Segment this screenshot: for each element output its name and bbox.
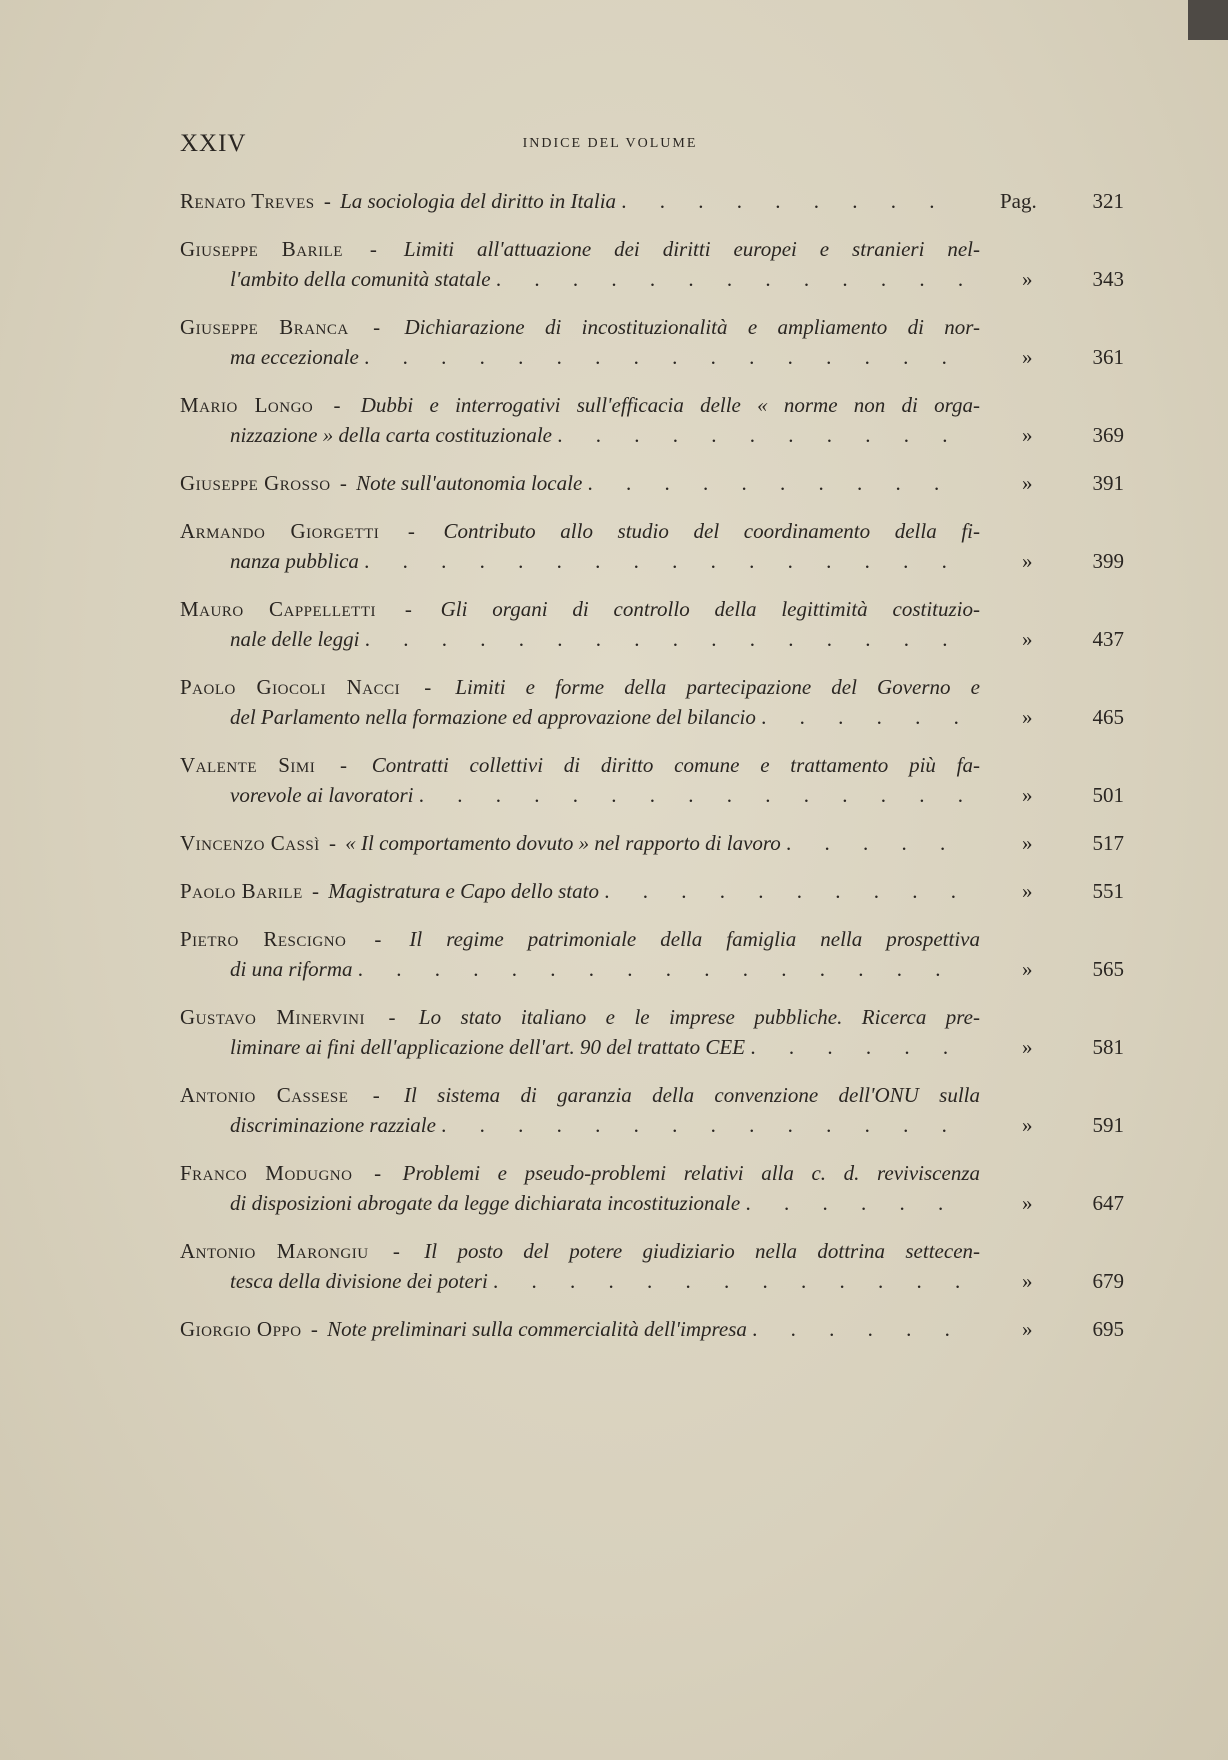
toc-page-ref <box>1000 420 1130 450</box>
toc-entry-text <box>180 750 980 810</box>
toc-page-number: 399 <box>1092 549 1124 573</box>
toc-page-number: 647 <box>1092 1191 1124 1215</box>
toc-title-line-2: di una riforma <box>230 957 353 981</box>
toc-entry-text <box>180 186 980 216</box>
toc-leader-dots: . . . . . . . . . . . . . . . . <box>364 549 961 573</box>
ditto-mark: » <box>1022 345 1033 369</box>
toc-author: Valente Simi <box>180 753 316 777</box>
toc-leader-dots: . . . . . . <box>752 1317 964 1341</box>
toc-title-line-1: Limiti e forme della partecipazione del Governo e <box>455 675 980 699</box>
toc-title-line-1: « Il comportamento dovuto » nel rapporto di lavoro <box>345 831 781 855</box>
toc-entry <box>180 234 1130 294</box>
toc-title-line-2: di disposizioni abrogate da legge dichiarata incostituzionale <box>230 1191 741 1215</box>
page-corner-shadow <box>1188 0 1228 40</box>
toc-title-line-1: Contratti collettivi di diritto comune e trattamento più fa- <box>371 753 980 777</box>
toc-entry-text <box>180 234 980 294</box>
toc-page-number: 679 <box>1092 1269 1124 1293</box>
ditto-mark: » <box>1022 471 1033 495</box>
toc-entry <box>180 828 1130 858</box>
toc-leader-dots: . . . . . <box>786 831 960 855</box>
toc-page-number: 321 <box>1092 189 1124 213</box>
table-of-contents <box>180 186 1130 1362</box>
toc-author: Giuseppe Barile <box>180 237 343 261</box>
ditto-mark: » <box>1022 957 1033 981</box>
toc-title-line-1: Gli organi di controllo della legittimità costituzio- <box>440 597 980 621</box>
toc-title-line-1: Lo stato italiano e le imprese pubbliche. Ricerca pre- <box>418 1005 980 1029</box>
toc-entry <box>180 468 1130 498</box>
toc-entry-text <box>180 516 980 576</box>
toc-author: Antonio Cassese <box>180 1083 349 1107</box>
toc-entry-text <box>180 1080 980 1140</box>
toc-entry-text <box>180 1158 980 1218</box>
toc-leader-dots: . . . . . . <box>745 1191 958 1215</box>
toc-page-ref <box>1000 546 1130 576</box>
toc-entry <box>180 876 1130 906</box>
toc-entry <box>180 312 1130 372</box>
toc-leader-dots: . . . . . . . . . . <box>604 879 970 903</box>
toc-page-ref <box>1000 1032 1130 1062</box>
toc-separator: - <box>380 597 437 621</box>
toc-entry-text <box>180 876 980 906</box>
toc-leader-dots: . . . . . . . . . . . . . . . . <box>364 345 961 369</box>
toc-entry-text <box>180 924 980 984</box>
ditto-mark: » <box>1022 1035 1033 1059</box>
ditto-mark: » <box>1022 831 1033 855</box>
ditto-mark: » <box>1022 627 1033 651</box>
pag-label: Pag. <box>1000 189 1037 213</box>
toc-author: Paolo Giocoli Nacci <box>180 675 401 699</box>
toc-page-number: 361 <box>1092 345 1124 369</box>
toc-entry <box>180 1080 1130 1140</box>
toc-title-line-1: Il posto del potere giudiziario nella dottrina settecen- <box>424 1239 981 1263</box>
toc-separator: - <box>383 519 440 543</box>
toc-separator: - <box>323 831 342 855</box>
toc-author: Giorgio Oppo <box>180 1317 302 1341</box>
toc-author: Franco Modugno <box>180 1161 353 1185</box>
toc-title-line-2: vorevole ai lavoratori <box>230 783 414 807</box>
toc-leader-dots: . . . . . . . . . . . . . . . <box>418 783 978 807</box>
toc-entry-text <box>180 828 980 858</box>
toc-separator: - <box>352 315 401 339</box>
toc-entry-text <box>180 672 980 732</box>
page-folio: XXIV <box>180 130 247 157</box>
toc-author: Giuseppe Branca <box>180 315 349 339</box>
toc-entry-text <box>180 594 980 654</box>
toc-entry-text <box>180 312 980 372</box>
toc-page-ref <box>1000 264 1130 294</box>
toc-separator: - <box>350 927 406 951</box>
toc-page-number: 695 <box>1092 1317 1124 1341</box>
toc-title-line-2: l'ambito della comunità statale <box>230 267 491 291</box>
toc-page-ref <box>1000 1110 1130 1140</box>
toc-page-number: 369 <box>1092 423 1124 447</box>
toc-title-line-1: La sociologia del diritto in Italia <box>340 189 617 213</box>
toc-title-line-2: nanza pubblica <box>230 549 359 573</box>
toc-page-ref <box>1000 342 1130 372</box>
toc-separator: - <box>317 393 357 417</box>
ditto-mark: » <box>1022 1317 1033 1341</box>
toc-separator: - <box>404 675 452 699</box>
toc-title-line-1: Note sull'autonomia locale <box>356 471 583 495</box>
toc-title-line-2: liminare ai fini dell'applicazione dell'art. 90 del trattato CEE <box>230 1035 746 1059</box>
toc-separator: - <box>319 753 368 777</box>
toc-entry <box>180 1314 1130 1344</box>
ditto-mark: » <box>1022 879 1033 903</box>
toc-leader-dots: . . . . . . <box>750 1035 963 1059</box>
ditto-mark: » <box>1022 423 1033 447</box>
toc-title-line-2: ma eccezionale <box>230 345 359 369</box>
toc-page-number: 565 <box>1092 957 1124 981</box>
toc-entry-text <box>180 1314 980 1344</box>
toc-entry-text <box>180 1002 980 1062</box>
toc-page-ref <box>1000 186 1130 216</box>
toc-entry <box>180 516 1130 576</box>
toc-page-ref <box>1000 468 1130 498</box>
toc-entry-text <box>180 1236 980 1296</box>
ditto-mark: » <box>1022 783 1033 807</box>
toc-author: Pietro Rescigno <box>180 927 347 951</box>
toc-separator: - <box>305 1317 324 1341</box>
toc-entry-text <box>180 390 980 450</box>
page-header <box>180 130 1040 160</box>
toc-title-line-1: Magistratura e Capo dello stato <box>328 879 599 903</box>
toc-title-line-2: nizzazione » della carta costituzionale <box>230 423 552 447</box>
toc-page-ref <box>1000 954 1130 984</box>
toc-entry <box>180 390 1130 450</box>
toc-page-ref <box>1000 1188 1130 1218</box>
toc-title-line-2: discriminazione razziale <box>230 1113 436 1137</box>
toc-entry <box>180 924 1130 984</box>
toc-separator: - <box>318 189 337 213</box>
toc-leader-dots: . . . . . . . . . . . . . . . . <box>357 957 955 981</box>
toc-page-ref <box>1000 828 1130 858</box>
toc-author: Renato Treves <box>180 189 315 213</box>
toc-author: Giuseppe Grosso <box>180 471 331 495</box>
toc-page-number: 465 <box>1092 705 1124 729</box>
toc-leader-dots: . . . . . . . . . . . <box>557 423 962 447</box>
toc-title-line-1: Contributo allo studio del coordinamento della fi- <box>443 519 980 543</box>
toc-page-number: 581 <box>1092 1035 1124 1059</box>
toc-title-line-1: Dichiarazione di incostituzionalità e ampliamento di nor- <box>404 315 981 339</box>
toc-leader-dots: . . . . . . . . . . <box>587 471 954 495</box>
toc-separator: - <box>352 1083 401 1107</box>
toc-entry-text <box>180 468 980 498</box>
running-head: INDICE DEL VOLUME <box>522 136 698 151</box>
toc-author: Mauro Cappelletti <box>180 597 376 621</box>
toc-entry <box>180 1002 1130 1062</box>
toc-author: Armando Giorgetti <box>180 519 380 543</box>
toc-title-line-1: Note preliminari sulla commercialità dell'impresa <box>327 1317 747 1341</box>
toc-author: Vincenzo Cassì <box>180 831 320 855</box>
toc-entry <box>180 594 1130 654</box>
toc-author: Mario Longo <box>180 393 314 417</box>
toc-title-line-1: Il sistema di garanzia della convenzione dell'ONU sulla <box>404 1083 980 1107</box>
toc-page-ref <box>1000 1266 1130 1296</box>
toc-title-line-2: tesca della divisione dei poteri <box>230 1269 488 1293</box>
toc-separator: - <box>306 879 325 903</box>
ditto-mark: » <box>1022 267 1033 291</box>
toc-page-ref <box>1000 624 1130 654</box>
toc-title-line-2: nale delle leggi <box>230 627 360 651</box>
toc-title-line-2: del Parlamento nella formazione ed approvazione del bilancio <box>230 705 756 729</box>
toc-entry <box>180 750 1130 810</box>
toc-page-number: 501 <box>1092 783 1124 807</box>
toc-title-line-1: Problemi e pseudo-problemi relativi alla c. d. reviviscenza <box>402 1161 980 1185</box>
toc-page-ref <box>1000 702 1130 732</box>
toc-leader-dots: . . . . . . . . . <box>621 189 949 213</box>
toc-author: Antonio Marongiu <box>180 1239 369 1263</box>
toc-separator: - <box>368 1005 415 1029</box>
toc-separator: - <box>372 1239 421 1263</box>
toc-entry <box>180 1236 1130 1296</box>
toc-page-number: 391 <box>1092 471 1124 495</box>
toc-page-number: 551 <box>1092 879 1124 903</box>
ditto-mark: » <box>1022 549 1033 573</box>
ditto-mark: » <box>1022 1113 1033 1137</box>
toc-page-number: 437 <box>1092 627 1124 651</box>
toc-leader-dots: . . . . . . . . . . . . . . <box>441 1113 961 1137</box>
toc-page-ref <box>1000 1314 1130 1344</box>
toc-page-number: 591 <box>1092 1113 1124 1137</box>
toc-entry <box>180 186 1130 216</box>
toc-author: Paolo Barile <box>180 879 303 903</box>
toc-separator: - <box>356 1161 399 1185</box>
toc-entry <box>180 672 1130 732</box>
toc-title-line-1: Dubbi e interrogativi sull'efficacia delle « norme non di orga- <box>360 393 980 417</box>
toc-page-number: 343 <box>1092 267 1124 291</box>
toc-title-line-1: Il regime patrimoniale della famiglia nella prospettiva <box>409 927 980 951</box>
toc-page-ref <box>1000 780 1130 810</box>
toc-leader-dots: . . . . . . <box>761 705 973 729</box>
toc-title-line-1: Limiti all'attuazione dei diritti europei e stranieri nel- <box>403 237 980 261</box>
toc-separator: - <box>334 471 353 495</box>
toc-leader-dots: . . . . . . . . . . . . . <box>495 267 978 291</box>
toc-separator: - <box>346 237 400 261</box>
ditto-mark: » <box>1022 1269 1033 1293</box>
toc-leader-dots: . . . . . . . . . . . . . <box>493 1269 975 1293</box>
toc-entry <box>180 1158 1130 1218</box>
toc-leader-dots: . . . . . . . . . . . . . . . . <box>364 627 962 651</box>
ditto-mark: » <box>1022 705 1033 729</box>
toc-page-number: 517 <box>1092 831 1124 855</box>
toc-page-ref <box>1000 876 1130 906</box>
ditto-mark: » <box>1022 1191 1033 1215</box>
toc-author: Gustavo Minervini <box>180 1005 365 1029</box>
